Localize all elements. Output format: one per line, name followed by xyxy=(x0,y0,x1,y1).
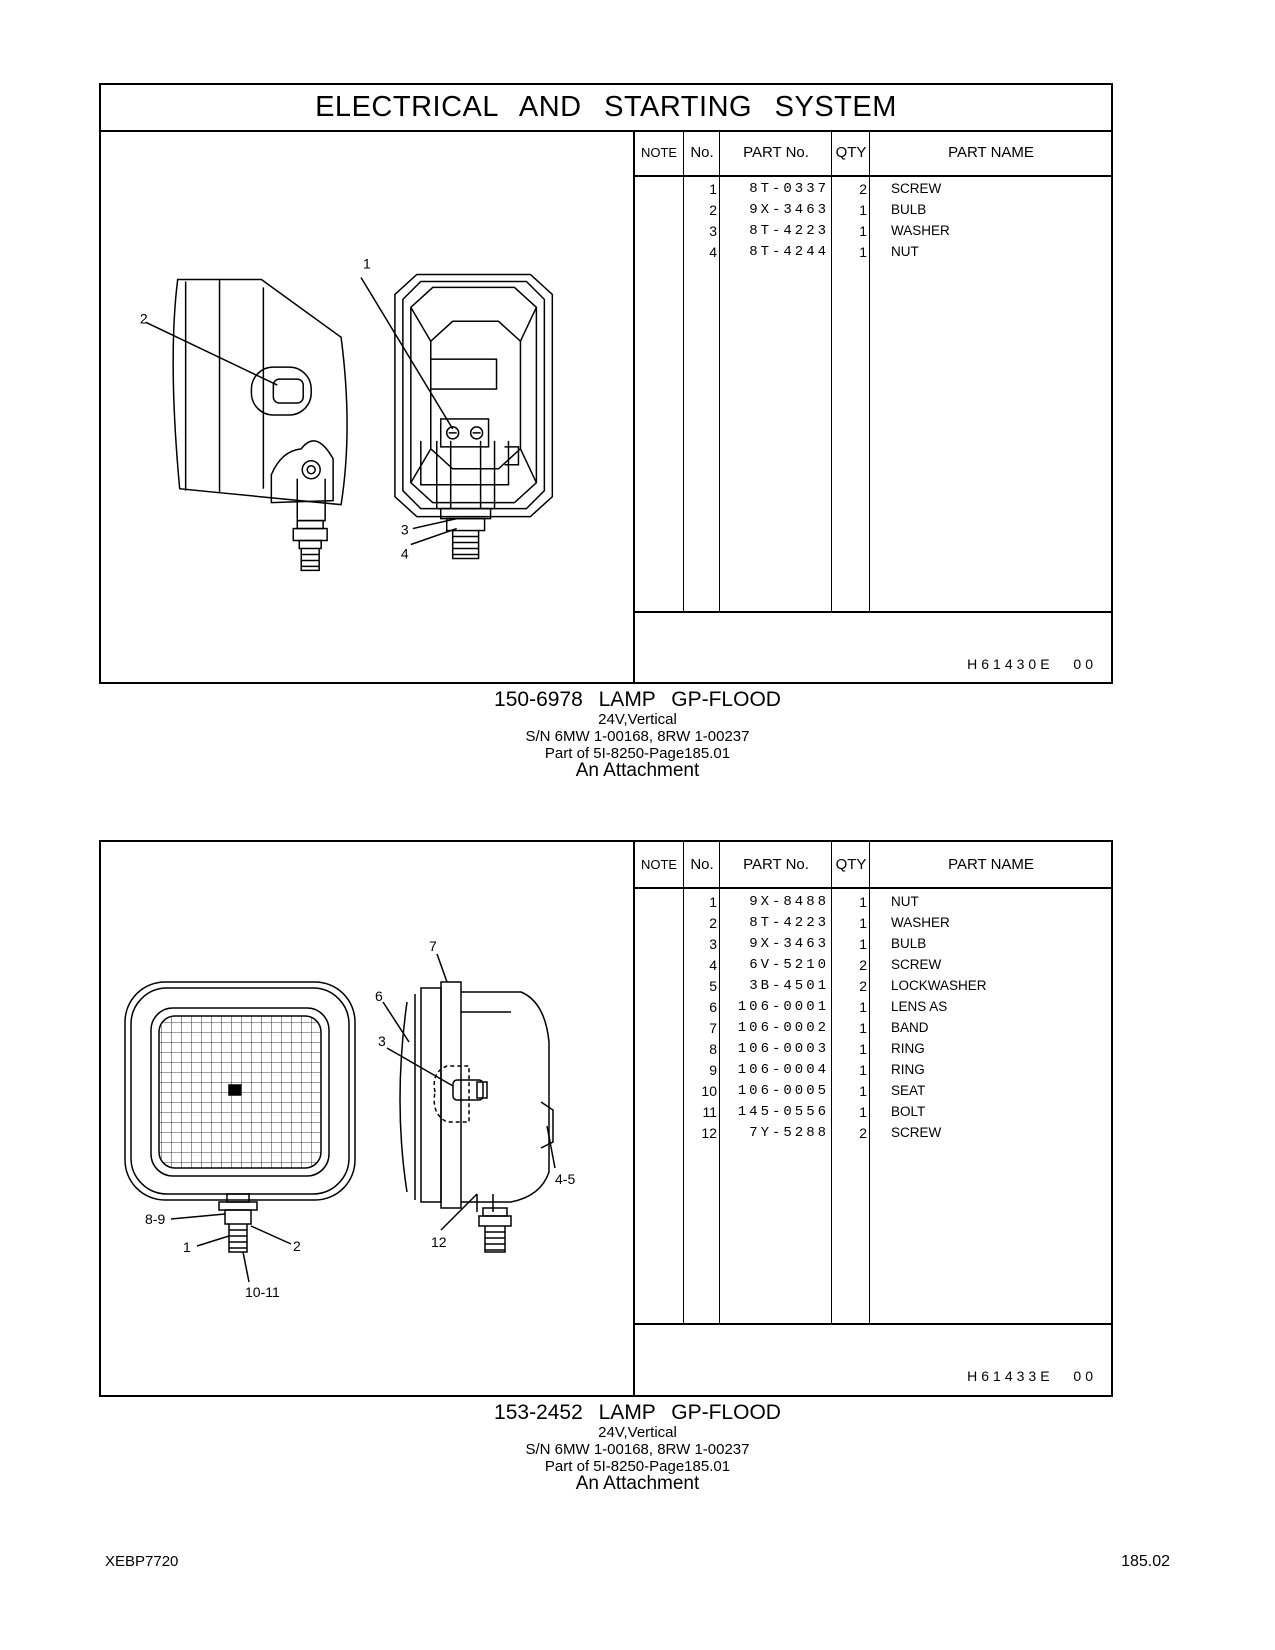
caption-1 xyxy=(0,689,1275,780)
callout-2: 2 xyxy=(293,1238,301,1254)
parts-table-2 xyxy=(635,842,1111,1395)
callout-12: 12 xyxy=(431,1234,447,1250)
table-row: 3 8T-4223 1 WASHER xyxy=(709,223,950,239)
caption-line: S/N 6MW 1-00168, 8RW 1-00237 xyxy=(525,1441,750,1458)
parts-box-2 xyxy=(99,840,1113,1397)
callout-2: 2 xyxy=(139,310,148,327)
table-row: 9 106-0004 1 RING xyxy=(709,1062,925,1078)
caption-line: Part of 5I-8250-Page185.01 xyxy=(544,1458,731,1475)
table-row: 5 3B-4501 2 LOCKWASHER xyxy=(709,978,987,994)
parts-table-1 xyxy=(635,130,1111,682)
callout-3: 3 xyxy=(378,1033,386,1049)
caption-line: An Attachment xyxy=(575,1473,700,1494)
table-row: 1 8T-0337 2 SCREW xyxy=(709,181,942,197)
flood-lamp-drawing-1 xyxy=(101,130,633,682)
document-code: XEBP7720 xyxy=(105,1553,179,1570)
parts-box-1 xyxy=(99,83,1113,684)
header-note: NOTE xyxy=(640,145,678,160)
reference-code-2: H61433E 00 xyxy=(967,1368,1097,1384)
page-title: ELECTRICAL AND STARTING SYSTEM xyxy=(101,85,1111,132)
header-no: No. xyxy=(690,144,714,161)
caption-title: 153-2452 LAMP GP-FLOOD xyxy=(494,1401,781,1424)
callout-1: 1 xyxy=(363,255,371,272)
page-number: 185.02 xyxy=(1121,1553,1170,1570)
table-row: 2 9X-3463 1 BULB xyxy=(709,202,927,218)
table-row: 7 106-0002 1 BAND xyxy=(709,1020,929,1036)
table-header-1 xyxy=(635,130,1111,177)
table-row: 8 106-0003 1 RING xyxy=(709,1041,925,1057)
table-row: 6 106-0001 1 LENS AS xyxy=(709,999,948,1015)
header-part-name: PART NAME xyxy=(948,856,1034,873)
callout-4-5: 4-5 xyxy=(555,1171,576,1187)
header-qty: QTY xyxy=(835,144,867,161)
header-part-no: PART No. xyxy=(743,144,809,161)
caption-title: 150-6978 LAMP GP-FLOOD xyxy=(494,688,781,711)
table-header-2 xyxy=(635,842,1111,889)
caption-line: 24V,Vertical xyxy=(598,1424,677,1441)
header-qty: QTY xyxy=(835,856,867,873)
illustration-1 xyxy=(101,130,635,682)
callout-1: 1 xyxy=(183,1239,191,1255)
caption-line: Part of 5I-8250-Page185.01 xyxy=(544,745,731,762)
header-part-no: PART No. xyxy=(743,856,809,873)
caption-2 xyxy=(0,1402,1275,1493)
table-row: 4 6V-5210 2 SCREW xyxy=(709,957,942,973)
header-no: No. xyxy=(690,856,714,873)
illustration-2 xyxy=(101,842,635,1395)
callout-10-11: 10-11 xyxy=(245,1284,280,1300)
caption-line: An Attachment xyxy=(575,760,700,781)
callout-3: 3 xyxy=(400,521,409,538)
table-row: 3 9X-3463 1 BULB xyxy=(709,936,927,952)
table-row: 4 8T-4244 1 NUT xyxy=(709,244,919,260)
flood-lamp-drawing-2 xyxy=(101,842,633,1395)
header-note: NOTE xyxy=(640,857,678,872)
callout-7: 7 xyxy=(429,938,437,954)
caption-line: S/N 6MW 1-00168, 8RW 1-00237 xyxy=(525,728,750,745)
callout-6: 6 xyxy=(375,988,383,1004)
table-row: 10 106-0005 1 SEAT xyxy=(701,1083,926,1099)
table-row: 2 8T-4223 1 WASHER xyxy=(709,915,950,931)
callout-8-9: 8-9 xyxy=(145,1211,166,1227)
table-row: 11 145-0556 1 BOLT xyxy=(702,1104,926,1120)
caption-line: 24V,Vertical xyxy=(598,711,677,728)
reference-code-1: H61430E 00 xyxy=(967,656,1097,672)
header-part-name: PART NAME xyxy=(948,144,1034,161)
table-row: 1 9X-8488 1 NUT xyxy=(709,894,919,910)
table-row: 12 7Y-5288 2 SCREW xyxy=(701,1125,942,1141)
callout-4: 4 xyxy=(400,545,409,562)
